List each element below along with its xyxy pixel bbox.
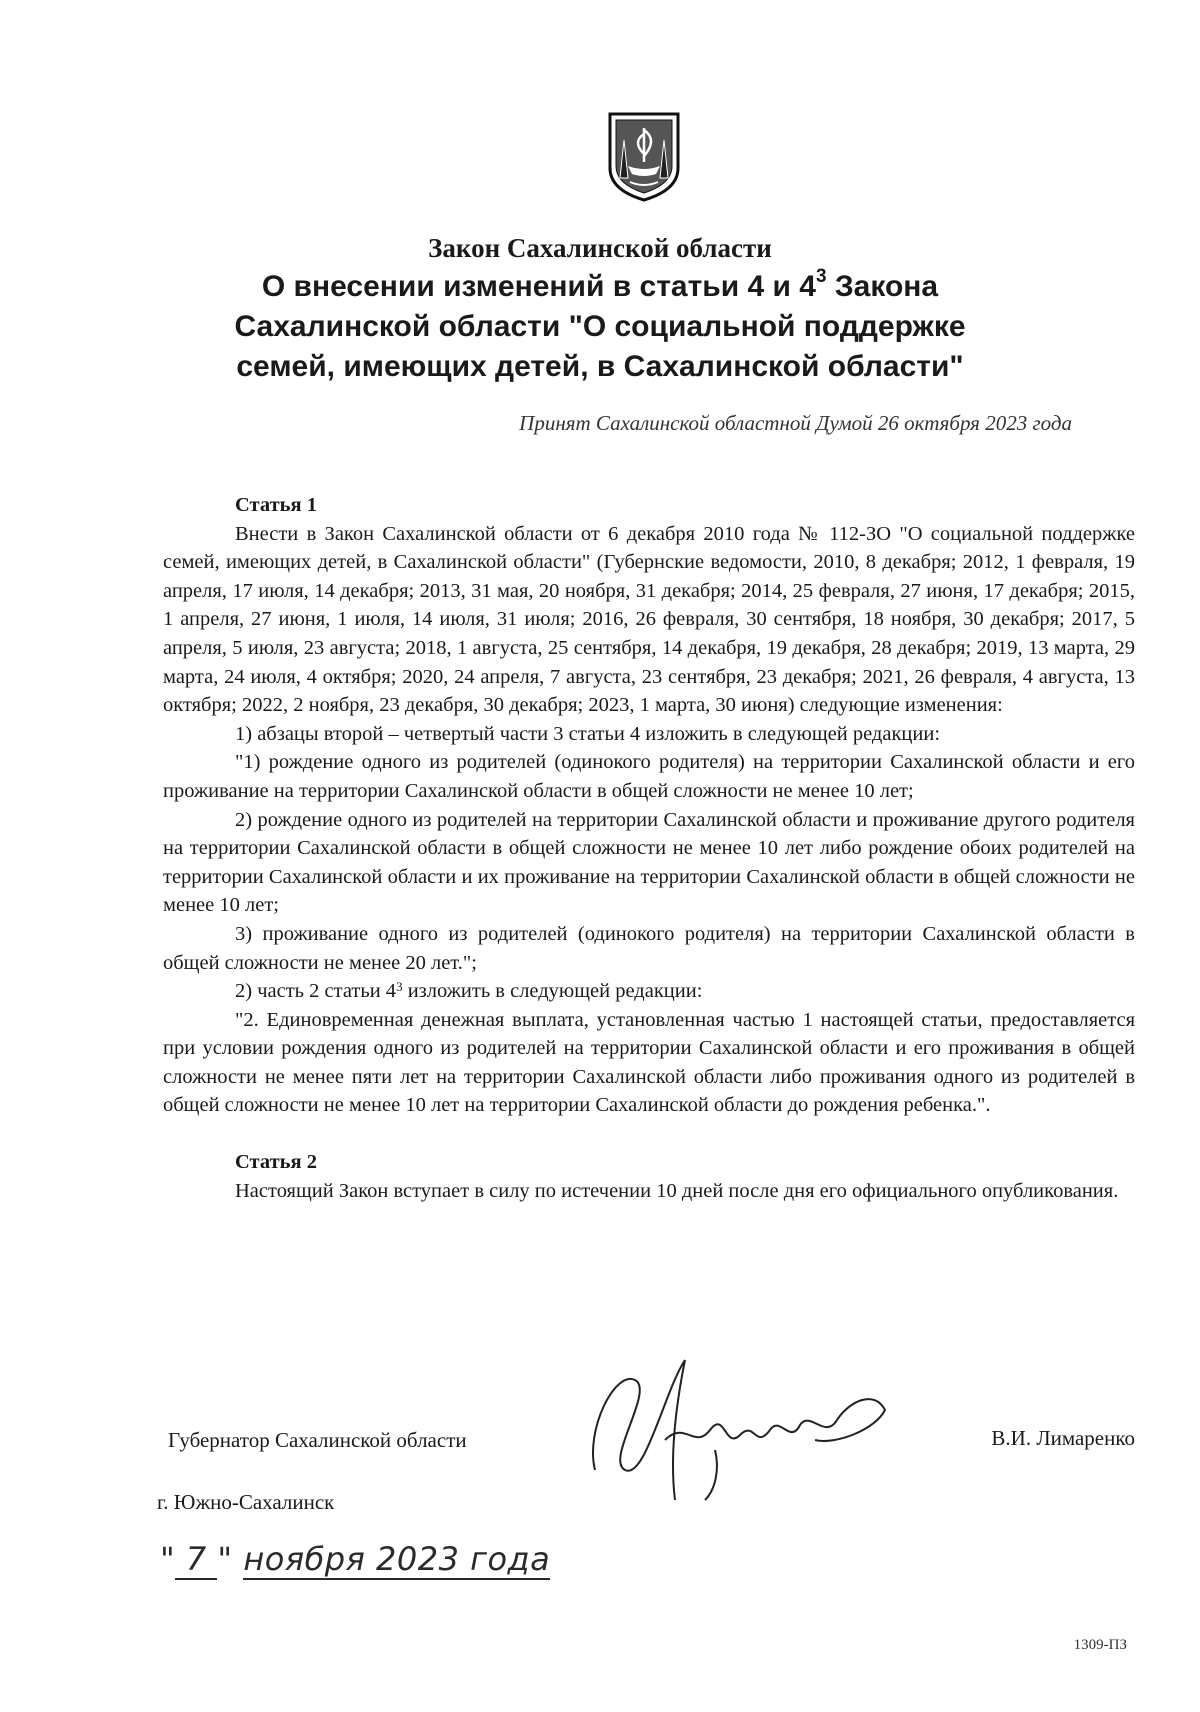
article-1-quote: "2. Единовременная денежная выплата, установленная частью 1 настоящей статьи, предоставляется при условии рождения одного из родителей на территории Сахалинской области и его проживания в общей сложности не менее пяти лет на территории Сахалинской области либо проживания одного из родителей в общей сложности не менее 10 лет на территории Сахалинской области до рождения ребенка.". (163, 1008, 1135, 1117)
law-body (163, 491, 1135, 1205)
article-1-item-2: 2) часть 2 статьи $4^3$ изложить в следующей редакции: (235, 979, 703, 1003)
law-subtitle-line-3: семей, имеющих детей, в Сахалинской области" (236, 350, 964, 383)
adoption-note: Принят Сахалинской областной Думой 26 октября 2023 года (519, 411, 1072, 435)
law-subtitle-line-2: Сахалинской области "О социальной поддержке (234, 310, 966, 343)
article-1-subitem-2: 2) рождение одного из родителей на территории Сахалинской области и проживание другого родителя на территории Сахалинской области в общей сложности не менее 10 лет либо рождение обоих родителей на территории Сахалинской области и их проживание на территории Сахалинской области в общей сложности не менее 10 лет; (163, 808, 1135, 917)
article-1-subitem-3: 3) проживание одного из родителей (одинокого родителя) на территории Сахалинской области в общей сложности не менее 20 лет."; (163, 922, 1135, 974)
article-1-item-1: 1) абзацы второй – четвертый части 3 статьи 4 изложить в следующей редакции: (235, 722, 941, 745)
governor-title: Губернатор Сахалинской области (168, 1428, 467, 1452)
governor-signature (575, 1350, 905, 1510)
document-code: 1309-ПЗ (1073, 1637, 1127, 1653)
governor-name: В.И. Лимаренко (991, 1426, 1135, 1450)
city: г. Южно-Сахалинск (157, 1490, 335, 1514)
article-2-heading: Статья 2 (235, 1151, 317, 1174)
law-title: Закон Сахалинской области (428, 233, 772, 263)
law-subtitle-line-1: О внесении изменений в статьи 4 и $4^3$ Закона (261, 266, 939, 303)
article-1-intro: Внести в Закон Сахалинской области от 6 декабря 2010 года № 112-ЗО "О социальной поддержке семей, имеющих детей, в Сахалинской области" (Губернские ведомости, 2010, 8 декабря; 2012, 1 февраля, 19 апреля, 17 июля, 14 декабря; 2013, 31 мая, 20 ноября, 31 декабря; 2014, 25 февраля, 27 июня, 17 декабря; 2015, 1 апреля, 27 июня, 1 июля, 14 июля, 31 июля; 2016, 26 февраля, 30 сентября, 18 ноября, 30 декабря; 2017, 5 апреля, 5 июля, 23 августа; 2018, 1 августа, 25 сентября, 14 декабря, 19 декабря, 28 декабря; 2019, 13 марта, 29 марта, 24 июля, 4 октября; 2020, 24 апреля, 7 августа, 23 сентября, 23 декабря; 2021, 26 февраля, 4 августа, 13 октября; 2022, 2 ноября, 23 декабря, 30 декабря; 2023, 1 марта, 30 июня) следующие изменения: (163, 522, 1135, 717)
article-2-text: Настоящий Закон вступает в силу по истечении 10 дней после дня его официального опубликования. (235, 1179, 1119, 1202)
article-1-heading: Статья 1 (235, 494, 317, 516)
signing-date: " 7 " ноября 2023 года (160, 1540, 551, 1578)
article-1-subitem-1: "1) рождение одного из родителей (одинокого родителя) на территории Сахалинской области и его проживание на территории Сахалинской области в общей сложности не менее 10 лет; (163, 751, 1135, 802)
sakhalin-coat-of-arms-icon (604, 110, 684, 202)
